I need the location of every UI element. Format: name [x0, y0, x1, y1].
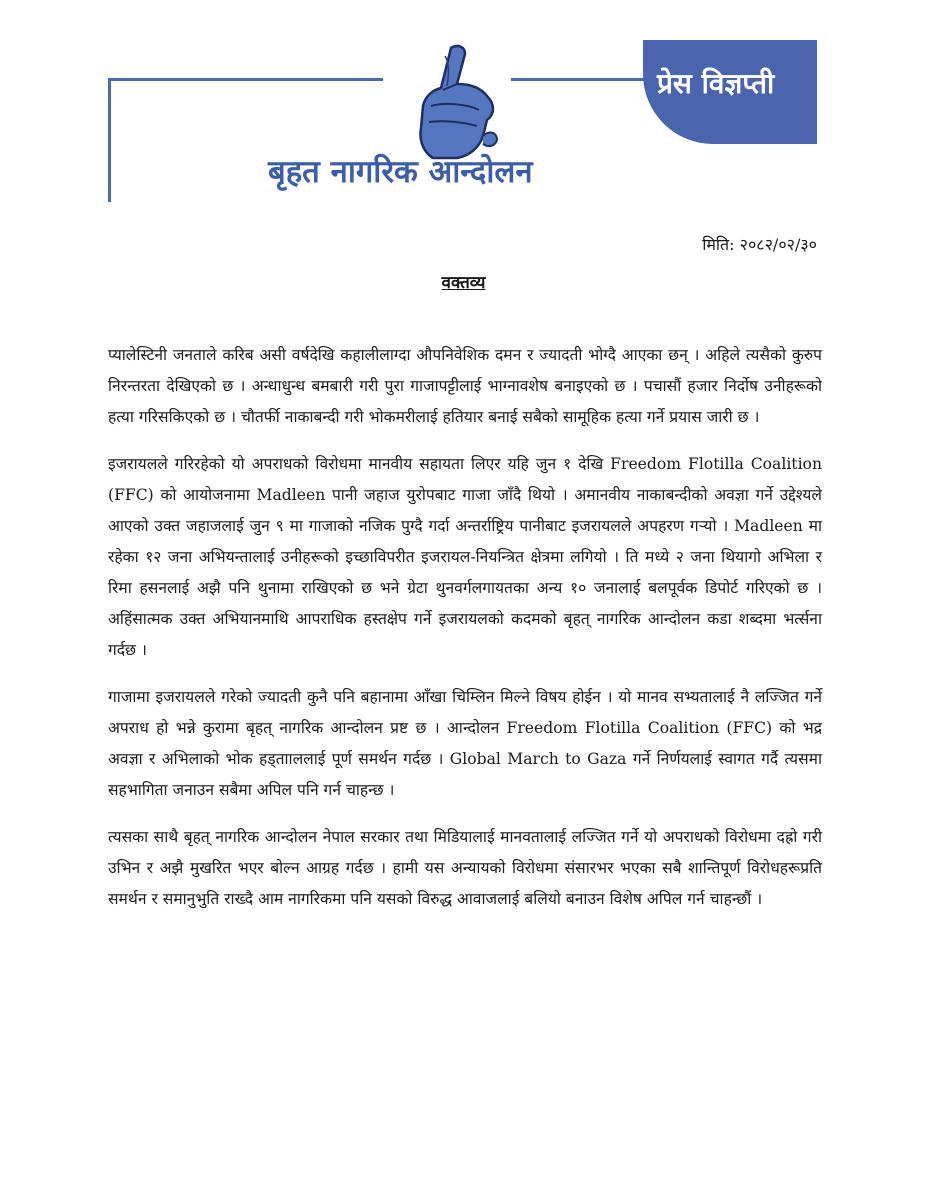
paragraph-1: प्यालेस्टिनी जनताले करिब असी वर्षदेखि कहालीलाग्दा औपनिवेशिक दमन र ज्यादती भोग्दै आएका छन् । अहिले त्यसैको कुरुप निरन्तरता देखिएको छ । अन्धाधुन्ध बमबारी गरी पुरा गाजापट्टीलाई भाग्नावशेष बनाइएको छ । पचासौं हजार निर्दोष उनीहरूको हत्या गरिसकिएको छ । चौतर्फी नाकाबन्दी गरी भोकमरीलाई हतियार बनाई सबैको सामूहिक हत्या गर्ने प्रयास जारी छ । [108, 346, 822, 426]
press-release-label: प्रेस विज्ञप्ती [657, 67, 775, 100]
letterhead [0, 0, 927, 210]
paragraph-4: त्यसका साथै बृहत् नागरिक आन्दोलन नेपाल सरकार तथा मिडियालाई मानवतालाई लज्जित गर्ने यो अपराधको विरोधमा दह्रो गरी उभिन र अझै मुखरित भएर बोल्न आग्रह गर्दछ । हामी यस अन्यायको विरोधमा संसारभर भएका सबै शान्तिपूर्ण विरोधहरूप्रति समर्थन र समानुभुति राख्दै आम नागरिकमा पनि यसको विरुद्ध आवाजलाई बलियो बनाउन विशेष अपिल गर्न चाहन्छौं । [108, 828, 822, 908]
paragraph-3: गाजामा इजरायलले गरेको ज्यादती कुनै पनि बहानामा आँखा चिम्लिन मिल्ने विषय होईन । यो मानव सभ्यतालाई नै लज्जित गर्ने अपराध हो भन्ने कुरामा बृहत् नागरिक आन्दोलन प्रष्ट छ । आन्दोलन Freedom Flotilla Coalition (FFC) को भद्र अवज्ञा र अभिलाको भोक हड्तााललाई पूर्ण समर्थन गर्दछ । Global March to Gaza गर्ने निर्णयलाई स्वागत गर्दै त्यसमा सहभागिता जनाउन सबैमा अपिल पनि गर्न चाहन्छ । [108, 688, 822, 799]
statement-title: वक्तव्य [441, 273, 486, 293]
letterhead-left-rule [108, 78, 111, 202]
raised-finger-logo-icon [383, 40, 511, 166]
statement-body [108, 340, 822, 931]
organization-name: बृहत नागरिक आन्दोलन [268, 154, 533, 190]
paragraph-2: इजरायलले गरिरहेको यो अपराधको विरोधमा मानवीय सहायता लिएर यहि जुन १ देखि Freedom Flotilla Coalition (FFC) को आयोजनामा Madleen पानी जहाज युरोपबाट गाजा जाँदै थियो । अमानवीय नाकाबन्दीको अवज्ञा गर्ने उद्देश्यले आएको उक्त जहाजलाई जुन ९ मा गाजाको नजिक पुग्दै गर्दा अन्तर्राष्ट्रिय पानीबाट इजरायलले अपहरण गर्‍यो । Madleen मा रहेका १२ जना अभियन्तालाई उनीहरूको इच्छाविपरीत इजरायल-नियन्त्रित क्षेत्रमा लगियो । ति मध्ये २ जना थियागो अभिला र रिमा हसनलाई अझै पनि थुनामा राखिएको छ भने ग्रेटा थुनवर्गलगायतका अन्य १० जनालाई बलपूर्वक डिपोर्ट गरिएको छ । अहिंसात्मक उक्त अभियानमाथि आपराधिक हस्तक्षेप गर्ने इजरायलको कदमको बृहत् नागरिक आन्दोलन कडा शब्दमा भर्त्सना गर्दछ । [108, 455, 822, 659]
document-date: मिति: २०८२/०२/३० [702, 235, 817, 254]
